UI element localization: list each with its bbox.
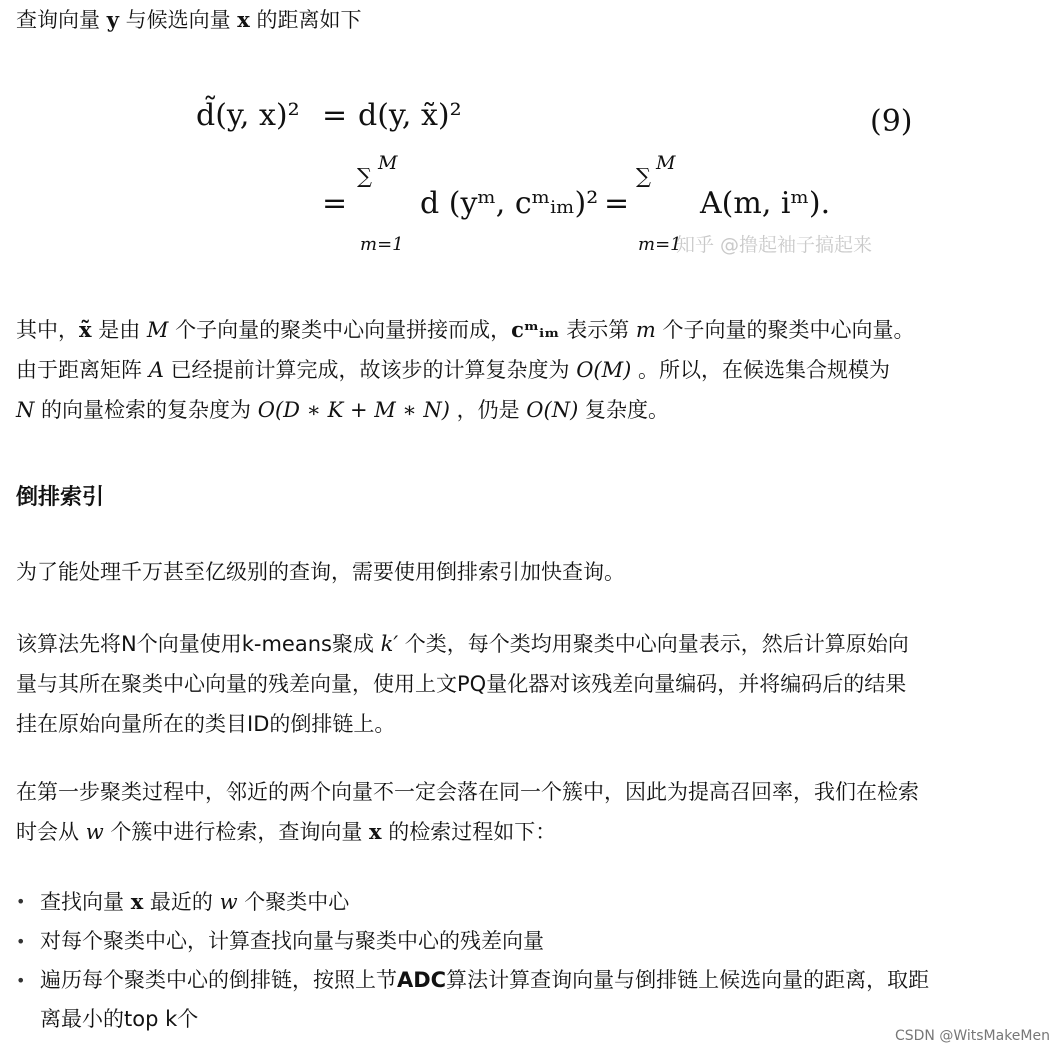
sum2-lower: m=1 <box>638 234 682 255</box>
eq-equals-2: = <box>322 186 348 221</box>
equation-number: (9) <box>870 104 913 139</box>
section-heading: 倒排索引 <box>16 485 105 510</box>
para2: 为了能处理千万甚至亿级别的查询，需要使用倒排索引加快查询。 <box>16 560 625 584</box>
zhihu-watermark: 知乎 @撸起袖子搞起来 <box>676 234 873 256</box>
sum2-upper: M <box>656 152 676 174</box>
eq-term1: d (yᵐ, cᵐᵢₘ)² <box>420 186 599 221</box>
para1-line1: 其中，x̃ 是由 M 个子向量的聚类中心向量拼接而成，cᵐᵢₘ 表示第 m 个子向量的聚类中心向量。 <box>16 317 915 342</box>
csdn-watermark: CSDN @WitsMakeMen <box>894 1028 1050 1044</box>
para4-line2: 时会从 w 个簇中进行检索，查询向量 x 的检索过程如下： <box>16 819 557 844</box>
sum1-symbol: ∑ <box>357 164 372 188</box>
eq-line1-lhs: d̃(y, x)² <box>196 98 300 133</box>
list-item: • 对每个聚类中心，计算查找向量与聚类中心的残差向量 <box>16 922 1052 961</box>
eq-equals-3: = <box>604 186 630 221</box>
intro-line: 查询向量 y 与候选向量 x 的距离如下 <box>16 7 362 32</box>
para3-line3: 挂在原始向量所在的类目ID的倒排链上。 <box>16 712 396 736</box>
sum1-lower: m=1 <box>360 234 404 255</box>
list-item: • 查找向量 x 最近的 w 个聚类中心 <box>16 882 1052 922</box>
sum2-symbol: ∑ <box>636 164 651 188</box>
para3-line1: 该算法先将N个向量使用k-means聚成 k′ 个类，每个类均用聚类中心向量表示，然后计算原始向 <box>16 632 909 656</box>
eq-line1-rhs: d(y, x̃)² <box>358 98 462 133</box>
eq-equals-1: = <box>322 98 348 133</box>
para3-line2: 量与其所在聚类中心向量的残差向量，使用上文PQ量化器对该残差向量编码，并将编码后的结果 <box>16 672 907 696</box>
para1-line3: N 的向量检索的复杂度为 O(D ∗ K + M ∗ N) ，仍是 O(N) 复杂度。 <box>16 398 669 422</box>
eq-term2: A(m, iᵐ). <box>700 186 831 221</box>
para1-line2: 由于距离矩阵 A 已经提前计算完成，故该步的计算复杂度为 O(M) 。所以，在候选集合规模为 <box>16 358 891 382</box>
para4-line1: 在第一步聚类过程中，邻近的两个向量不一定会落在同一个簇中，因此为提高召回率，我们在检索 <box>16 780 919 804</box>
search-steps-list <box>16 882 1052 1039</box>
sum1-upper: M <box>378 152 398 174</box>
list-item: • 遍历每个聚类中心的倒排链，按照上节ADC算法计算查询向量与倒排链上候选向量的距离，取距 离最小的top k个 <box>16 961 1052 1039</box>
